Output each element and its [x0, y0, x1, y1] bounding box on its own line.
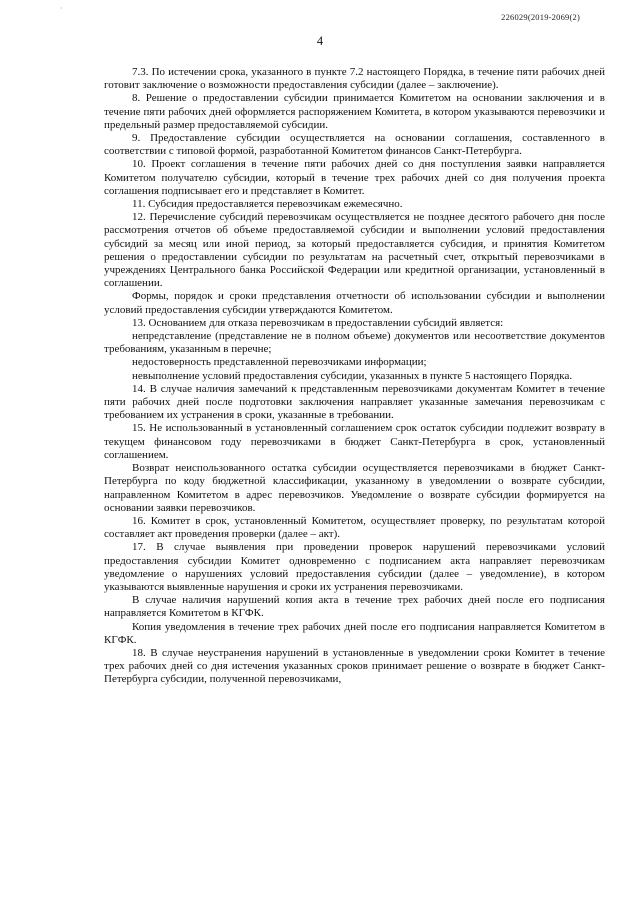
paragraph-18: 18. В случае неустранения нарушений в установленные в уведомлении сроки Комитет в течение трех рабочих дней со дня истечения указанных сроков принимает решение о возврате в бюджет Санкт-Петербурга субсидии, полученной перевозчиками,	[104, 646, 605, 686]
paragraph-7-3: 7.3. По истечении срока, указанного в пункте 7.2 настоящего Порядка, в течение пяти рабочих дней готовит заключение о возможности предоставления субсидии (далее – заключение).	[104, 66, 605, 92]
paragraph-12-forms: Формы, порядок и сроки представления отчетности об использовании субсидии и выполнении условий предоставления субсидии утверждаются Комитетом.	[104, 290, 605, 316]
paragraph-13: 13. Основанием для отказа перевозчикам в предоставлении субсидий является:	[132, 316, 504, 329]
paragraph-13-item-1: непредставление (представление не в полном объеме) документов или несоответствие документов требованиям, указанным в перечне;	[104, 330, 605, 356]
paragraph-15-return: Возврат неиспользованного остатка субсидии осуществляется перевозчиками в бюджет Санкт-Петербурга по коду бюджетной классификации, указанному в уведомлении о возврате субсидии, направленном Комитетом в адрес перевозчиков. Уведомление о возврате субсидии формируется на основании заявки перевозчиков.	[104, 462, 605, 514]
paragraph-11: 11. Субсидия предоставляется перевозчикам ежемесячно.	[132, 198, 403, 211]
paragraph-13-item-3: невыполнение условий предоставления субсидии, указанных в пункте 5 настоящего Порядка.	[132, 369, 573, 382]
page-number: 4	[316, 34, 324, 48]
scan-mark: ·	[60, 4, 63, 13]
paragraph-17-act-copy: В случае наличия нарушений копия акта в течение трех рабочих дней после его подписания направляется Комитетом в КГФК.	[104, 594, 605, 620]
paragraph-16: 16. Комитет в срок, установленный Комитетом, осуществляет проверку, по результатам которой составляет акт проведения проверки (далее – акт).	[104, 514, 605, 541]
paragraph-17-notice-copy: Копия уведомления в течение трех рабочих дней после его подписания направляется Комитетом в КГФК.	[104, 620, 605, 646]
paragraph-9: 9. Предоставление субсидии осуществляется на основании соглашения, составленного в соответствии с типовой формой, разработанной Комитетом финансов Санкт-Петербурга.	[104, 132, 605, 158]
document-body	[104, 66, 605, 687]
paragraph-10: 10. Проект соглашения в течение пяти рабочих дней со дня поступления заявки направляется Комитетом получателю субсидии, который в течение трех рабочих дней со дня получения проекта соглашения подписывает его и представляет в Комитет.	[104, 158, 605, 197]
paragraph-15: 15. Не использованный в установленный соглашением срок остаток субсидии подлежит возврату в текущем финансовом году перевозчиками в бюджет Санкт-Петербурга в срок, установленный соглашением.	[104, 422, 605, 461]
paragraph-8: 8. Решение о предоставлении субсидии принимается Комитетом на основании заключения и в течение пяти рабочих дней оформляется распоряжением Комитета, в котором указываются перевозчики и предельный размер предоставляемой субсидии.	[104, 92, 605, 131]
document-number: 226029(2019-2069(2)	[501, 12, 580, 22]
paragraph-14: 14. В случае наличия замечаний к представленным перевозчиками документам Комитет в течение пяти рабочих дней после подготовки заключения направляет указанные замечания перевозчикам с требованием их устранения в сроки, указанные в требовании.	[104, 382, 605, 422]
paragraph-12: 12. Перечисление субсидий перевозчикам осуществляется не позднее десятого рабочего дня после рассмотрения отчетов об объеме предоставляемой субсидии и выполнении условий предоставления субсидий за месяц или иной период, за который предоставляется субсидия, и принятия Комитетом решения о предоставлении субсидии по результатам на расчетный счет, открытый перевозчиками в учреждениях Центрального банка Российской Федерации или кредитной организации, установленный в соглашении.	[104, 211, 605, 290]
paragraph-17: 17. В случае выявления при проведении проверок нарушений перевозчиками условий предоставления субсидии Комитет одновременно с подписанием акта направляет перевозчикам уведомление о нарушениях условий предоставления субсидии (далее – уведомление), в котором указываются выявленные нарушения и сроки их устранения перевозчиками.	[104, 541, 605, 593]
paragraph-13-item-2: недостоверность представленной перевозчиками информации;	[132, 356, 427, 369]
